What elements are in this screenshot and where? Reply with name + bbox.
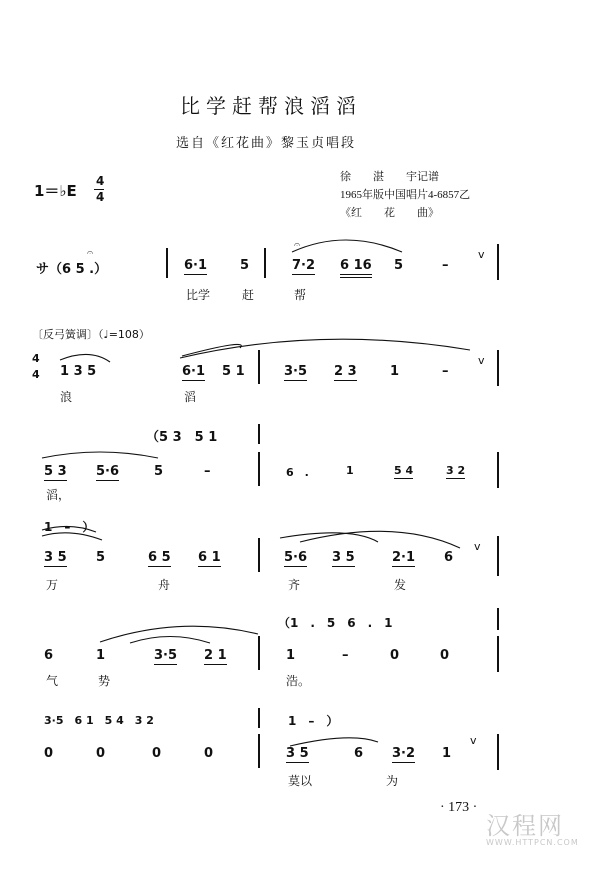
row2-lyric-2: 滔 [184,390,197,404]
row4-lyric-3: 齐 [288,578,301,592]
row5-note-d: 2 1 [204,648,227,663]
row1-note-a: 6·1 [184,258,208,273]
row2-lyric-1: 浪 [60,390,73,404]
row4-note-e: 5·6 [284,550,308,565]
row2-note-d: 3·5 [284,364,308,379]
barline [497,608,499,630]
barline [258,538,260,572]
row2-dash: – [442,364,449,379]
barline [264,248,266,278]
row1-dash: – [442,258,449,273]
row6-rest-2: 0 [96,746,106,761]
row2-note-f: 1 [390,364,400,379]
breath-mark-icon: v [474,540,481,553]
row3-note-f: 1 [346,464,354,477]
row6-lyric-1: 莫以 [288,774,313,788]
row3-note-b: 5·6 [96,464,120,479]
row6-rest-4: 0 [204,746,214,761]
row1-note-c: 7·2 [292,258,316,273]
breath-mark-icon: v [470,734,477,747]
row6-lyric-2: 为 [386,774,399,788]
barline [497,452,499,488]
barline [258,708,260,728]
watermark-url: WWW.HTTPCN.COM [486,838,579,847]
breath-mark-icon: v [478,354,485,367]
row6-rest-1: 0 [44,746,54,761]
tempo-label: 〔反弓簧调〕（♩=108） [32,328,150,341]
row5-note-b: 1 [96,648,106,663]
time-signature-denominator: 4 [96,190,105,204]
row5-dash: – [342,648,349,663]
barline [258,452,260,486]
row4-lyric-2: 舟 [158,578,171,592]
row3-note-a: 5 3 [44,464,67,479]
barline [258,350,260,384]
row3-lyric-1: 滔， [46,488,71,502]
row5-note-e: 1 [286,648,296,663]
page-number: · 173 · [440,800,478,815]
row4-note-h: 6 [444,550,454,565]
row5-rest-2: 0 [440,648,450,663]
row1-lyric-2: 赶 [242,288,255,302]
row5-lyric-2: 势 [98,674,111,688]
row6-note-g: 3·2 [392,746,416,761]
row4-note-f: 3 5 [332,550,355,565]
row4-note-a: 3 5 [44,550,67,565]
row3-accompaniment: （5 3 5 1 [146,430,218,445]
song-title: 比学赶帮浪滔滔 [180,94,362,118]
barline [497,734,499,770]
row3-note-h: 3 2 [446,464,466,477]
row2-note-a: 1 3 5 [60,364,97,379]
barline [258,734,260,768]
row2-note-e: 2 3 [334,364,357,379]
row3-note-g: 5 4 [394,464,414,477]
barline [497,636,499,672]
barline [258,636,260,670]
fermata-icon: 𝄐 [87,246,94,259]
watermark-logo: 汉程网 [486,812,564,840]
row6-rest-3: 0 [152,746,162,761]
row6-note-f: 6 [354,746,364,761]
barline [258,424,260,444]
row2-time-num: 4 [32,352,40,365]
row2-time-den: 4 [32,368,40,381]
row1-lyric-3: 帮 [294,288,307,302]
barline [497,244,499,280]
barline [497,350,499,386]
row6-accompaniment-1: 3·5 6 1 5 4 3 2 [44,714,154,727]
fermata-icon: 𝄐 [294,238,301,251]
row6-note-e: 3 5 [286,746,309,761]
row3-note-e: 6 . [286,466,309,479]
barline [166,248,168,278]
row4-accompaniment: 1 – ） [44,520,95,534]
row2-note-c: 5 1 [222,364,245,379]
key-signature: 1＝♭E [34,182,77,200]
barline [497,536,499,576]
row6-note-h: 1 [442,746,452,761]
row3-dash: – [204,464,211,479]
row4-note-g: 2·1 [392,550,416,565]
row1-note-d: 6 16 [340,258,372,273]
row5-note-a: 6 [44,648,54,663]
breath-mark-icon: v [478,248,485,261]
row4-note-d: 6 1 [198,550,221,565]
row5-lyric-1: 气 [46,674,59,688]
row1-intro: サ（6 5 .） [36,262,108,277]
row2-note-b: 6·1 [182,364,206,379]
row4-note-c: 6 5 [148,550,171,565]
credit-line-3: 《红 花 曲》 [340,207,439,219]
song-subtitle: 选自《红花曲》黎玉贞唱段 [176,136,357,151]
row4-lyric-1: 万 [46,578,59,592]
row1-note-e: 5 [394,258,404,273]
row5-lyric-3: 浩。 [286,674,311,688]
row5-rest-1: 0 [390,648,400,663]
row3-note-c: 5 [154,464,164,479]
row1-note-b: 5 [240,258,250,273]
row4-lyric-4: 发 [394,578,407,592]
row4-note-b: 5 [96,550,106,565]
row1-lyric-1: 比学 [186,288,211,302]
credit-line-1: 徐 湛 宇记谱 [340,171,439,183]
credit-line-2: 1965年版中国唱片4-6857乙 [340,189,471,201]
row5-note-c: 3·5 [154,648,178,663]
row6-accompaniment-2: 1 – ） [288,714,339,728]
time-signature-numerator: 4 [96,174,105,188]
row5-accompaniment: （1 . 5 6 . 1 [278,616,393,630]
